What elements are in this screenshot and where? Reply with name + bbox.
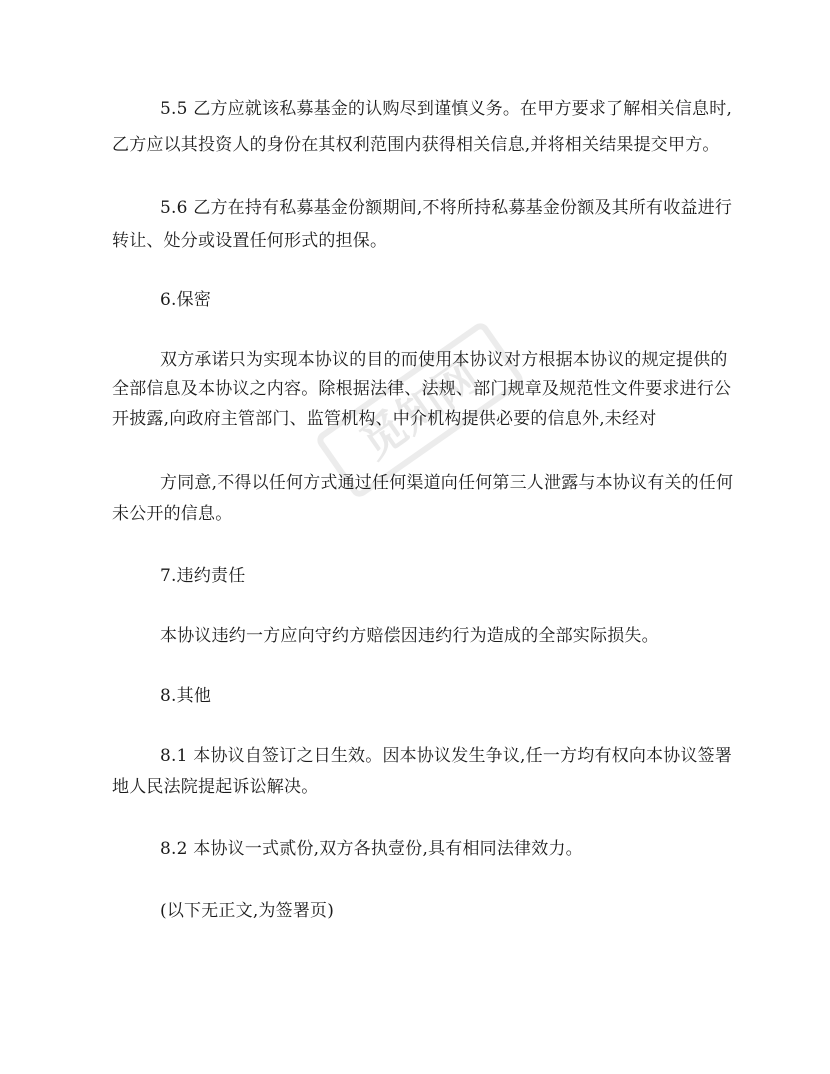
confidentiality-line-5: 未公开的信息。 [112,504,233,524]
section-8-heading: 8.其他 [160,686,212,706]
watermark-text: 觅知网 [351,351,489,470]
no-text-below-note: (以下无正文,为签署页) [160,901,335,921]
confidentiality-line-2: 全部信息及本协议之内容。除根据法律、法规、部门规章及规范性文件要求进行公 [112,379,732,399]
liability-text: 本协议违约一方应向守约方赔偿因违约行为造成的全部实际损失。 [160,626,659,646]
section-6-heading: 6.保密 [160,290,212,310]
clause-5-5-line-1: 5.5 乙方应就该私募基金的认购尽到谨慎义务。在甲方要求了解相关信息时, [160,99,733,119]
clause-8-1-line-2: 地人民法院提起诉讼解决。 [112,777,319,797]
confidentiality-line-1: 双方承诺只为实现本协议的目的而使用本协议对方根据本协议的规定提供的 [160,350,728,370]
section-7-heading: 7.违约责任 [160,566,246,586]
clause-8-2-text: 8.2 本协议一式贰份,双方各执壹份,具有相同法律效力。 [160,839,583,859]
clause-8-1-line-1: 8.1 本协议自签订之日生效。因本协议发生争议,任一方均有权向本协议签署 [160,746,733,766]
clause-5-5-line-2: 乙方应以其投资人的身份在其权利范围内获得相关信息,并将相关结果提交甲方。 [112,135,720,155]
confidentiality-line-3: 开披露,向政府主管部门、监管机构、中介机构提供必要的信息外,未经对 [112,409,657,429]
clause-5-6-line-2: 转让、处分或设置任何形式的担保。 [112,231,388,251]
confidentiality-line-4: 方同意,不得以任何方式通过任何渠道向任何第三人泄露与本协议有关的任何 [160,473,734,493]
clause-5-6-line-1: 5.6 乙方在持有私募基金份额期间,不将所持私募基金份额及其所有收益进行 [160,198,733,218]
